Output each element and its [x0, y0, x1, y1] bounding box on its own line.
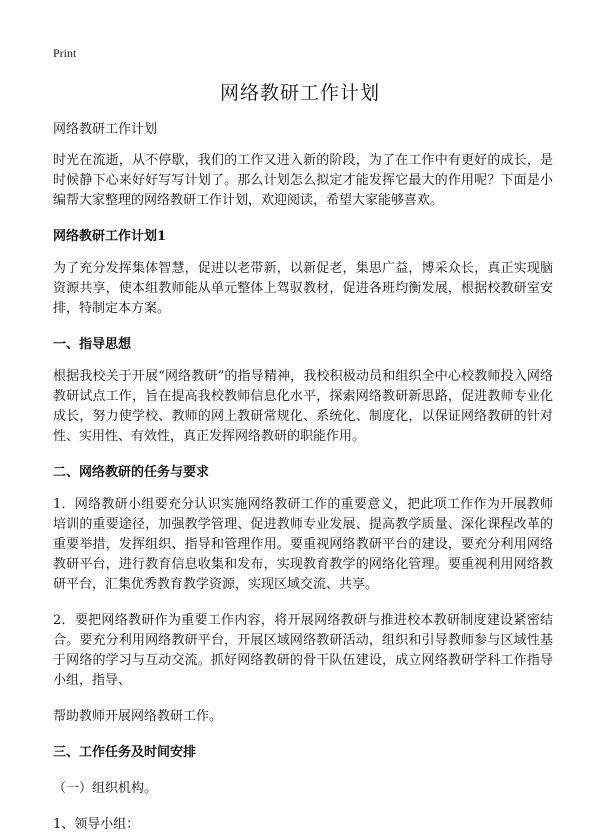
schedule-item-leadership: 1、领导小组：	[53, 817, 140, 832]
task-paragraph-3: 帮助教师开展网络教研工作。	[53, 709, 223, 724]
intro-paragraph: 时光在流逝，从不停歇，我们的工作又进入新的阶段，为了在工作中有更好的成长，是时候静下心来好好写写计划了。那么计划怎么拟定才能发挥它最大的作用呢？下面是小编帮大家整理的网络教研工作计划，欢迎阅读，希望大家能够喜欢。	[53, 153, 553, 208]
task-paragraph-2: 2．要把网络教研作为重要工作内容，将开展网络教研与推进校本教研制度建设紧密结合。要充分利用网络教研平台，开展区域网络教研活动，组织和引导教师参与区域性基于网络的学习与互动交流。抓好网络教研的骨干队伍建设，成立网络教研学科工作指导小组，指导、	[53, 613, 553, 688]
task-paragraph-1: 1．网络教研小组要充分认识实施网络教研工作的重要意义，把此项工作作为开展教师培训的重要途径，加强教学管理、促进教师专业发展、提高教学质量、深化课程改革的重要举措，发挥组织、指导和管理作用。要重视网络教研平台的建设，要充分利用网络教研平台，进行教育信息收集和发布，实现教育教学的网络化管理。要重视利用网络教研平台，汇集优秀教育教学资源，实现区域交流、共享。	[53, 497, 553, 592]
guiding-paragraph: 根据我校关于开展“网络教研”的指导精神，我校积极动员和组织全中心校教师投入网络教研试点工作，旨在提高我校教师信息化水平，探索网络教研新思路，促进教师专业化成长，努力使学校、教师的网上教研常规化、系统化、制度化，以保证网络教研的针对性、实用性、有效性，真正发挥网络教研的职能作用。	[53, 369, 553, 444]
print-link[interactable]: Print	[53, 46, 77, 60]
page-title: 网络教研工作计划	[219, 82, 380, 104]
section-heading-guiding: 一、指导思想	[53, 337, 132, 352]
document-subtitle: 网络教研工作计划	[53, 122, 158, 137]
plan-1-paragraph: 为了充分发挥集体智慧，促进以老带新，以新促老，集思广益，博采众长，真正实现脑资源共享，使本组教师能从单元整体上驾驭教材，促进各班均衡发展，根据校教研室安排，特制定本方案。	[53, 261, 553, 316]
section-heading-plan-1: 网络教研工作计划1	[53, 229, 167, 244]
document-body	[53, 120, 553, 835]
section-heading-tasks: 二、网络教研的任务与要求	[53, 465, 210, 480]
section-heading-schedule: 三、工作任务及时间安排	[53, 745, 197, 760]
schedule-item-organization: （一）组织机构。	[53, 781, 158, 796]
